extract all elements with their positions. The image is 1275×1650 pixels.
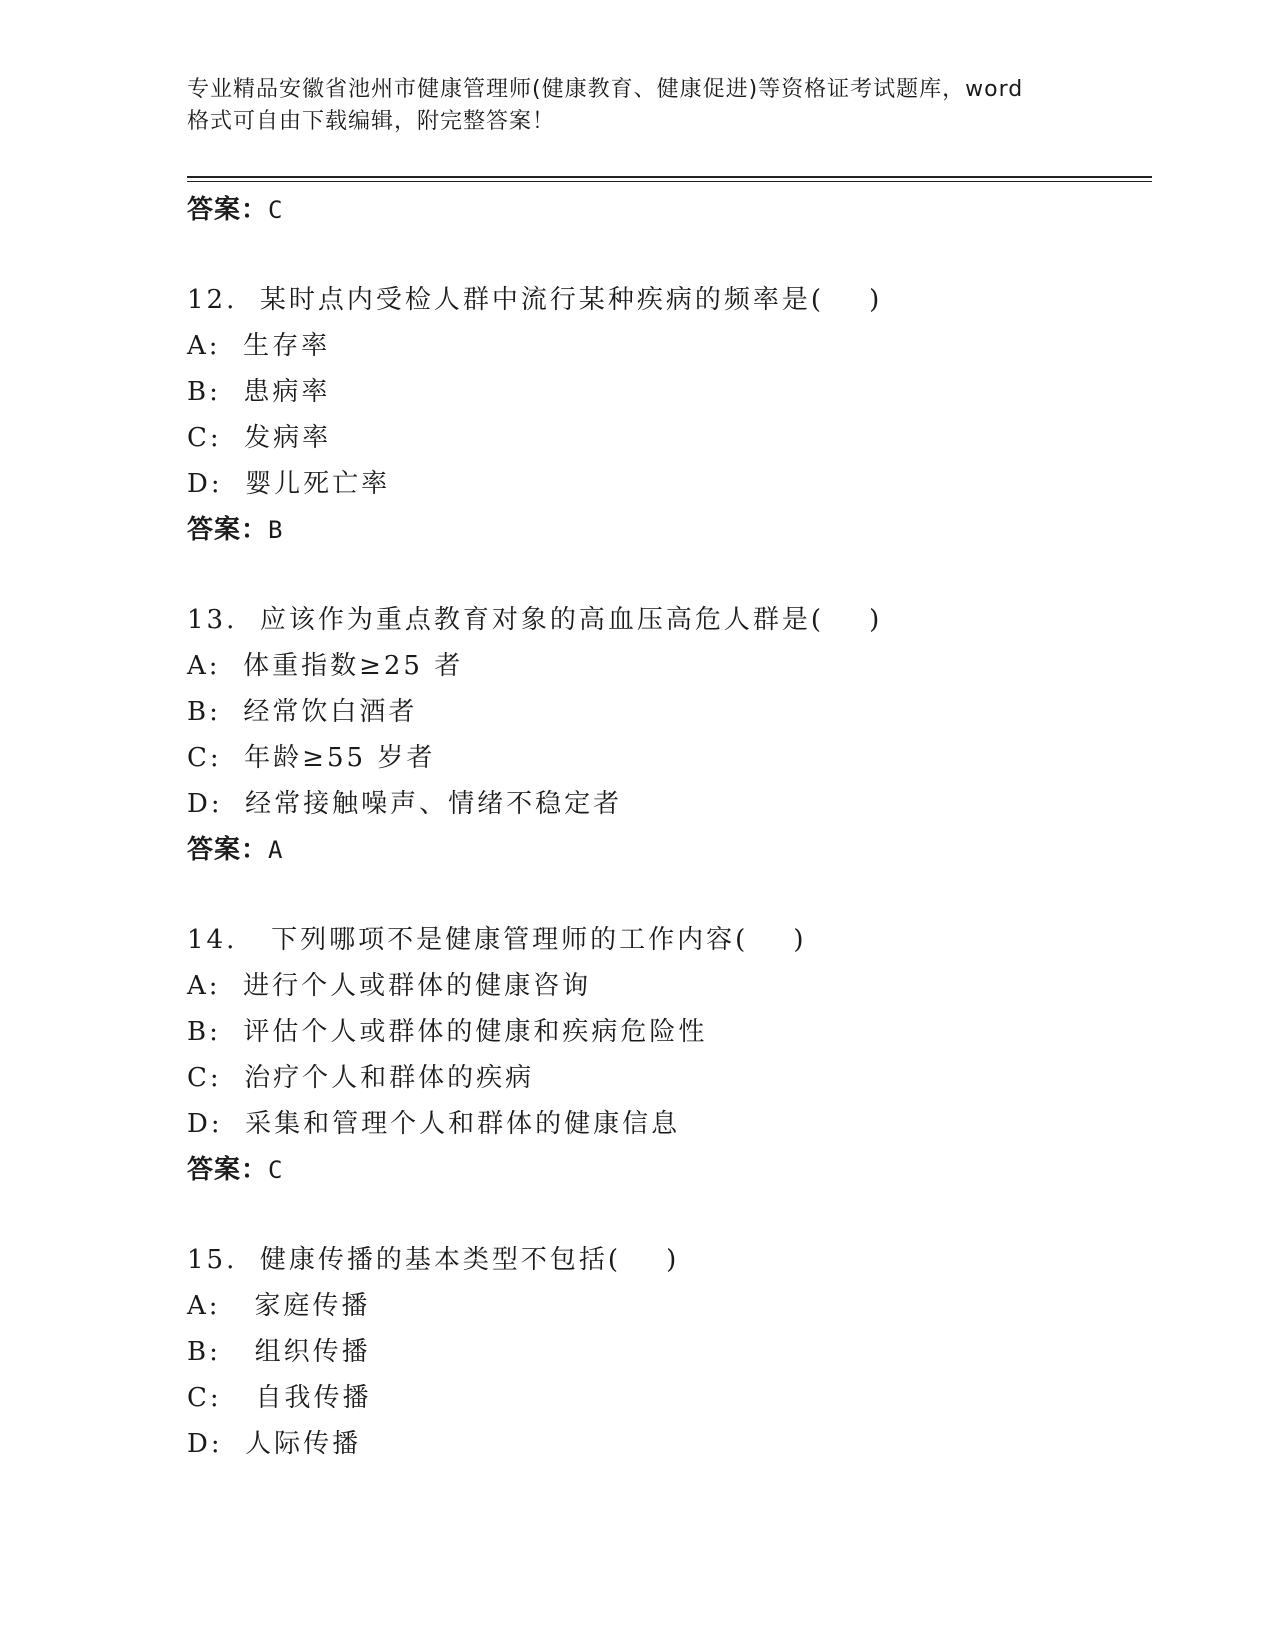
option-d: D: 人际传播 — [187, 1429, 362, 1459]
question-stem: 12. 某时点内受检人群中流行某种疾病的频率是( ) — [187, 285, 883, 315]
option-c: C: 治疗个人和群体的疾病 — [187, 1063, 535, 1093]
spacer — [187, 873, 1152, 917]
document-header — [187, 74, 1087, 138]
option-d: D: 采集和管理个人和群体的健康信息 — [187, 1109, 681, 1139]
question-12 — [187, 277, 1152, 553]
answer-value: B — [268, 516, 284, 544]
option-c: C: 发病率 — [187, 423, 332, 453]
spacer — [187, 553, 1152, 597]
question-15 — [187, 1237, 1152, 1467]
answer-line — [187, 827, 1152, 873]
question-14 — [187, 917, 1152, 1193]
option-c: C: 年龄≥55 岁者 — [187, 743, 436, 773]
answer-value: A — [268, 836, 284, 864]
option-d: D: 婴儿死亡率 — [187, 469, 391, 499]
option-b: B: 组织传播 — [187, 1337, 371, 1367]
header-line-2: 格式可自由下载编辑，附完整答案！ — [187, 109, 556, 134]
answer-label: 答案： — [187, 195, 269, 225]
question-list — [187, 187, 1152, 1467]
option-d: D: 经常接触噪声、情绪不稳定者 — [187, 789, 623, 819]
option-b: B: 评估个人或群体的健康和疾病危险性 — [187, 1017, 708, 1047]
answer-line — [187, 1147, 1152, 1193]
spacer — [187, 1193, 1152, 1237]
header-line-1: 专业精品安徽省池州市健康管理师(健康教育、健康促进)等资格证考试题库，word — [187, 77, 1024, 102]
question-13 — [187, 597, 1152, 873]
option-a: A: 家庭传播 — [187, 1291, 371, 1321]
option-b: B: 患病率 — [187, 377, 331, 407]
answer-value: C — [268, 196, 284, 224]
answer-label: 答案： — [187, 1155, 269, 1185]
header-rule-thin — [187, 181, 1152, 182]
header-rule-thick — [187, 176, 1152, 178]
question-stem: 15. 健康传播的基本类型不包括( ) — [187, 1245, 680, 1275]
option-a: A: 进行个人或群体的健康咨询 — [187, 971, 592, 1001]
option-b: B: 经常饮白酒者 — [187, 697, 418, 727]
option-a: A: 生存率 — [187, 331, 331, 361]
answer-label: 答案： — [187, 515, 269, 545]
option-a: A: 体重指数≥25 者 — [187, 651, 464, 681]
question-stem: 14. 下列哪项不是健康管理师的工作内容( ) — [187, 925, 807, 955]
answer-value: C — [268, 1156, 284, 1184]
spacer — [187, 233, 1152, 277]
answer-line — [187, 507, 1152, 553]
answer-label: 答案： — [187, 835, 269, 865]
option-c: C: 自我传播 — [187, 1383, 372, 1413]
answer-line — [187, 187, 1152, 233]
question-stem: 13. 应该作为重点教育对象的高血压高危人群是( ) — [187, 605, 883, 635]
